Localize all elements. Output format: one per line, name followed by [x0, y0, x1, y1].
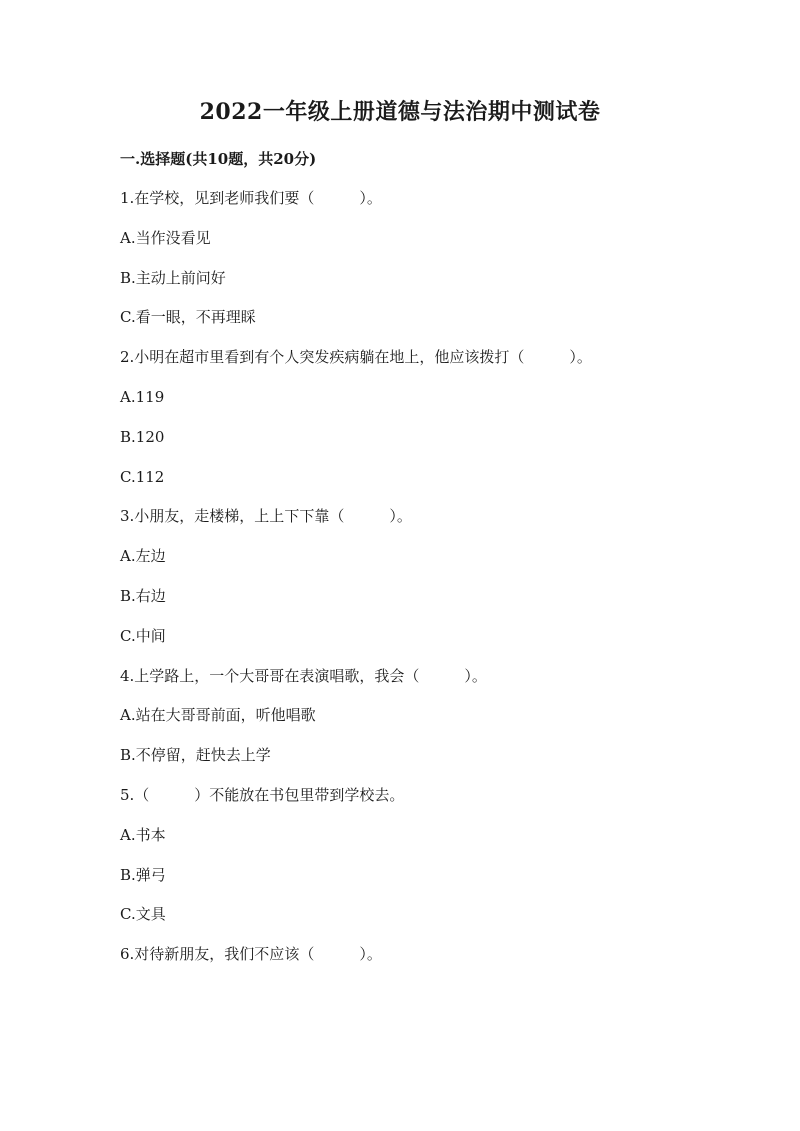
question-3: 3.小朋友，走楼梯，上上下下靠（ ）。	[120, 507, 412, 526]
option-5a: A.书本	[120, 825, 166, 844]
question-2: 2.小明在超市里看到有个人突发疾病躺在地上，他应该拨打（ ）。	[120, 348, 592, 367]
option-2a: A.119	[120, 387, 165, 406]
question-1: 1.在学校，见到老师我们要（ ）。	[120, 189, 382, 207]
option-3a: A.左边	[120, 547, 166, 566]
option-5c: C.文具	[120, 905, 166, 924]
option-1a: A.当作没看见	[120, 228, 211, 247]
question-6: 6.对待新朋友，我们不应该（ ）。	[120, 945, 382, 964]
question-4: 4.上学路上，一个大哥哥在表演唱歌，我会（ ）。	[120, 666, 487, 685]
page-title: 2022一年级上册道德与法治期中测试卷	[199, 99, 601, 125]
option-5b: B.弹弓	[120, 865, 166, 884]
option-2c: C.112	[120, 467, 165, 486]
option-4a: A.站在大哥哥前面，听他唱歌	[120, 706, 316, 725]
option-2b: B.120	[120, 427, 165, 446]
option-3b: B.右边	[120, 586, 166, 605]
option-1b: B.主动上前问好	[120, 268, 226, 287]
question-list	[120, 187, 760, 983]
option-4b: B.不停留，赶快去上学	[120, 746, 271, 765]
section-heading: 一.选择题(共10题，共20分)	[120, 150, 317, 168]
option-1c: C.看一眼，不再理睬	[120, 308, 256, 327]
option-3c: C.中间	[120, 626, 166, 645]
question-5: 5.（ ）不能放在书包里带到学校去。	[120, 785, 405, 804]
